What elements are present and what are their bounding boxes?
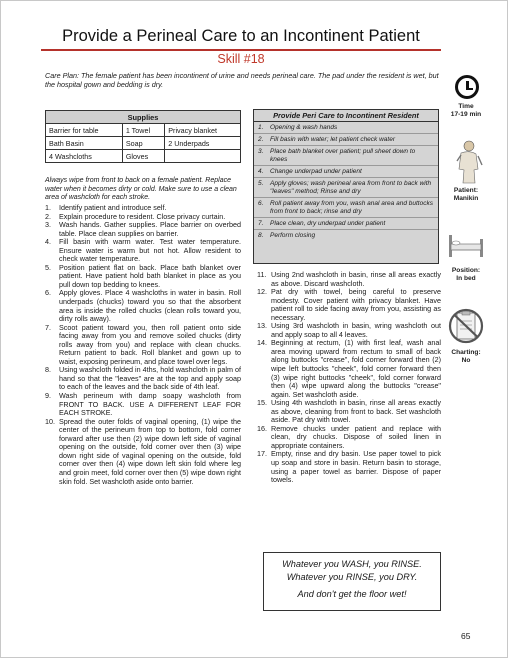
step-text: Position patient flat on back. Place bath blanket over patient. Have patient hold bath blanket in place as you pull down top bedding to knees.	[59, 262, 241, 289]
step-number: 11.	[257, 270, 267, 279]
list-item	[45, 264, 241, 290]
step-text: Pat dry with towel, being careful to preserve modesty. Cover patient with privacy blanket. Have patient roll to side facing away from you, assisting as necessary.	[271, 287, 441, 322]
table-row	[46, 137, 241, 150]
step-text: Using 2nd washcloth in basin, rinse all areas exactly as above. Discard washcloth.	[271, 270, 441, 288]
step-number: 8.	[258, 231, 264, 239]
step-text: Explain procedure to resident. Close privacy curtain.	[59, 211, 226, 221]
step-number: 8.	[45, 365, 51, 375]
list-item	[257, 288, 441, 322]
step-text: Perform closing	[270, 231, 316, 239]
list-item	[254, 198, 438, 218]
step-number: 3.	[45, 220, 51, 230]
charting-value: No	[461, 357, 471, 364]
step-number: 14.	[257, 338, 267, 348]
table-row	[46, 150, 241, 163]
table-cell: Bath Basin	[46, 137, 123, 150]
list-item	[45, 324, 241, 367]
table-cell: Gloves	[122, 150, 164, 163]
step-number: 1.	[45, 203, 51, 212]
steps-summary-box	[253, 109, 439, 264]
step-number: 15.	[257, 398, 267, 408]
procedure-steps-right	[257, 271, 441, 485]
step-number: 10.	[45, 416, 55, 426]
step-number: 3.	[258, 147, 264, 155]
step-number: 6.	[45, 288, 51, 298]
motto-line: Whatever you WASH, you RINSE.	[282, 559, 422, 569]
step-text: Wash perineum with damp soapy washcloth from FRONT TO BACK. USE A DIFFERENT LEAF FOR EACH STROKE.	[59, 391, 241, 418]
time-label: Time	[458, 103, 474, 110]
step-text: Empty, rinse and dry basin. Use paper towel to pick up soap and store in basin. Return basin to storage, using a paper towel as barrier. Dispose of paper towels.	[271, 449, 441, 485]
step-number: 7.	[45, 322, 51, 332]
step-text: Apply gloves; wash perineal area from front to back with "leaves" method; Rinse and dry	[270, 179, 432, 195]
step-number: 1.	[258, 123, 264, 131]
step-text: Remove chucks under patient and replace with clean, dry chucks. Dispose of soiled linen in appropriate containers.	[271, 423, 441, 450]
step-text: Place clean, dry underpad under patient	[270, 219, 386, 227]
step-number: 2.	[258, 135, 264, 143]
step-number: 4.	[45, 237, 51, 247]
motto-box	[263, 552, 441, 611]
step-number: 12.	[257, 287, 267, 297]
patient-icon	[447, 139, 487, 187]
step-text: Identify patient and introduce self.	[59, 203, 167, 212]
skill-number: Skill #18	[217, 52, 265, 66]
step-text: Using washcloth folded in 4ths, hold washcloth in palm of hand so that the "leaves" are at the top and apply soap to each of the leaves and the back side of 4th leaf.	[59, 365, 241, 392]
step-number: 9.	[45, 391, 51, 401]
step-text: Using 3rd washcloth in basin, wring washcloth out and apply soap to all 4 leaves.	[271, 321, 441, 339]
list-item	[257, 271, 441, 288]
supplies-table	[45, 110, 241, 163]
step-text: Beginning at rectum, (1) with first leaf, wash anal area moving upward from rectum to small of back along buttocks "crease", fold corner forward then (2) wipe left buttocks "cheek", fold corner forward then (3) wipe right buttocks "cheek", fold corner forward then (4) wipe upward along the buttocks "crease" again. Set washcloth aside.	[271, 338, 441, 399]
step-text: Wash hands. Gather supplies. Place barrier on overbed table. Place clean supplies on barrier.	[59, 220, 241, 238]
step-number: 6.	[258, 199, 264, 207]
step-text: Place bath blanket over patient; pull sheet down to knees	[270, 147, 416, 163]
table-cell: Soap	[122, 137, 164, 150]
list-item	[257, 425, 441, 451]
motto-line: And don't get the floor wet!	[297, 589, 407, 599]
supplies-header: Supplies	[46, 111, 241, 124]
list-item	[254, 134, 438, 146]
time-value: 17-19 min	[450, 111, 482, 118]
page-number: 65	[461, 631, 471, 641]
step-text: Spread the outer folds of vaginal opening, (1) wipe the center of the perineum from top to bottom, fold corner forward after use then (2) wipe down left side of vaginal opening on the outside, fold corner over then (3) wipe down right side of vaginal opening on the outside, fold corner over then (4) wipe down left skin fold where leg and groin meet, fold corner over then (5) wipe down right skin fold. Set washcloth aside onto barrier.	[59, 416, 241, 486]
table-cell: 1 Towel	[122, 124, 164, 137]
step-number: 5.	[258, 179, 264, 187]
list-item	[45, 366, 241, 392]
list-item	[254, 166, 438, 178]
step-number: 2.	[45, 211, 51, 221]
procedure-steps-left	[45, 204, 241, 486]
bed-icon	[445, 229, 487, 261]
step-number: 16.	[257, 423, 267, 433]
step-text: Opening & wash hands	[270, 123, 338, 131]
motto-line: Whatever you RINSE, you DRY.	[286, 571, 418, 582]
table-cell: 2 Underpads	[165, 137, 241, 150]
step-text: Apply gloves. Place 4 washcloths in water in basin. Roll underpads (chucks) toward you so that the absorbent area is inside the rolled chucks (clean rolls toward you, dirty rolls away).	[59, 288, 241, 324]
care-plan: Care Plan: The female patient has been incontinent of urine and needs perineal care. The pad under the resident is wet, but the hospital gown and bedding is dry.	[45, 71, 439, 90]
step-text: Scoot patient toward you, then roll patient onto side facing away from you and remove soiled chucks (dirty rolls away from you) and replace with clean chucks. Return patient to back. Roll blanket and gown up to waist, exposing perineum, and place towel over legs.	[59, 322, 241, 366]
title-divider	[41, 49, 441, 51]
list-item	[45, 418, 241, 486]
list-item	[254, 218, 438, 230]
step-number: 13.	[257, 321, 267, 331]
step-text: Roll patient away from you, wash anal area and buttocks from front to back; rinse and dry	[270, 199, 433, 215]
intro-note: Always wipe from front to back on a female patient. Replace water when it becomes dirty or cold. Make sure to use a clean area of washcloth for each stroke.	[45, 177, 237, 202]
step-text: Using 4th washcloth in basin, rinse all areas exactly as above, cleaning from front to back. Set washcloth aside. Pat dry with towel.	[271, 398, 441, 425]
charting-label: Charting:	[451, 349, 481, 356]
step-number: 17.	[257, 449, 267, 459]
list-item	[45, 238, 241, 264]
list-item	[45, 221, 241, 238]
step-text: Change underpad under patient	[270, 167, 362, 175]
list-item	[257, 399, 441, 425]
patient-info	[443, 187, 489, 203]
table-cell: 4 Washcloths	[46, 150, 123, 163]
list-item	[45, 392, 241, 418]
page-title: Provide a Perineal Care to an Incontinent Patient	[62, 27, 420, 45]
table-cell: Privacy blanket	[165, 124, 241, 137]
list-item	[254, 122, 438, 134]
list-item	[45, 289, 241, 323]
patient-value: Manikin	[453, 195, 479, 202]
position-info	[443, 267, 489, 283]
time-info	[443, 103, 489, 119]
position-label: Position:	[451, 267, 481, 274]
no-charting-icon	[445, 307, 487, 347]
table-cell: Barrier for table	[46, 124, 123, 137]
step-number: 7.	[258, 219, 264, 227]
step-text: Fill basin with water; let patient check water	[270, 135, 395, 143]
list-item	[254, 178, 438, 198]
position-value: In bed	[456, 275, 476, 282]
list-item	[257, 322, 441, 339]
clock-icon	[455, 75, 479, 99]
list-item	[254, 230, 438, 241]
charting-info	[443, 349, 489, 365]
table-row	[46, 124, 241, 137]
step-text: Fill basin with warm water. Test water temperature. Ensure water is warm but not hot. Allow resident to check water temperature.	[59, 237, 241, 264]
list-item	[257, 450, 441, 484]
table-cell	[165, 150, 241, 163]
steps-summary-header: Provide Peri Care to Incontinent Resident	[254, 110, 438, 122]
list-item	[254, 146, 438, 166]
step-number: 4.	[258, 167, 264, 175]
patient-label: Patient:	[453, 187, 479, 194]
step-number: 5.	[45, 262, 51, 272]
list-item	[257, 339, 441, 399]
